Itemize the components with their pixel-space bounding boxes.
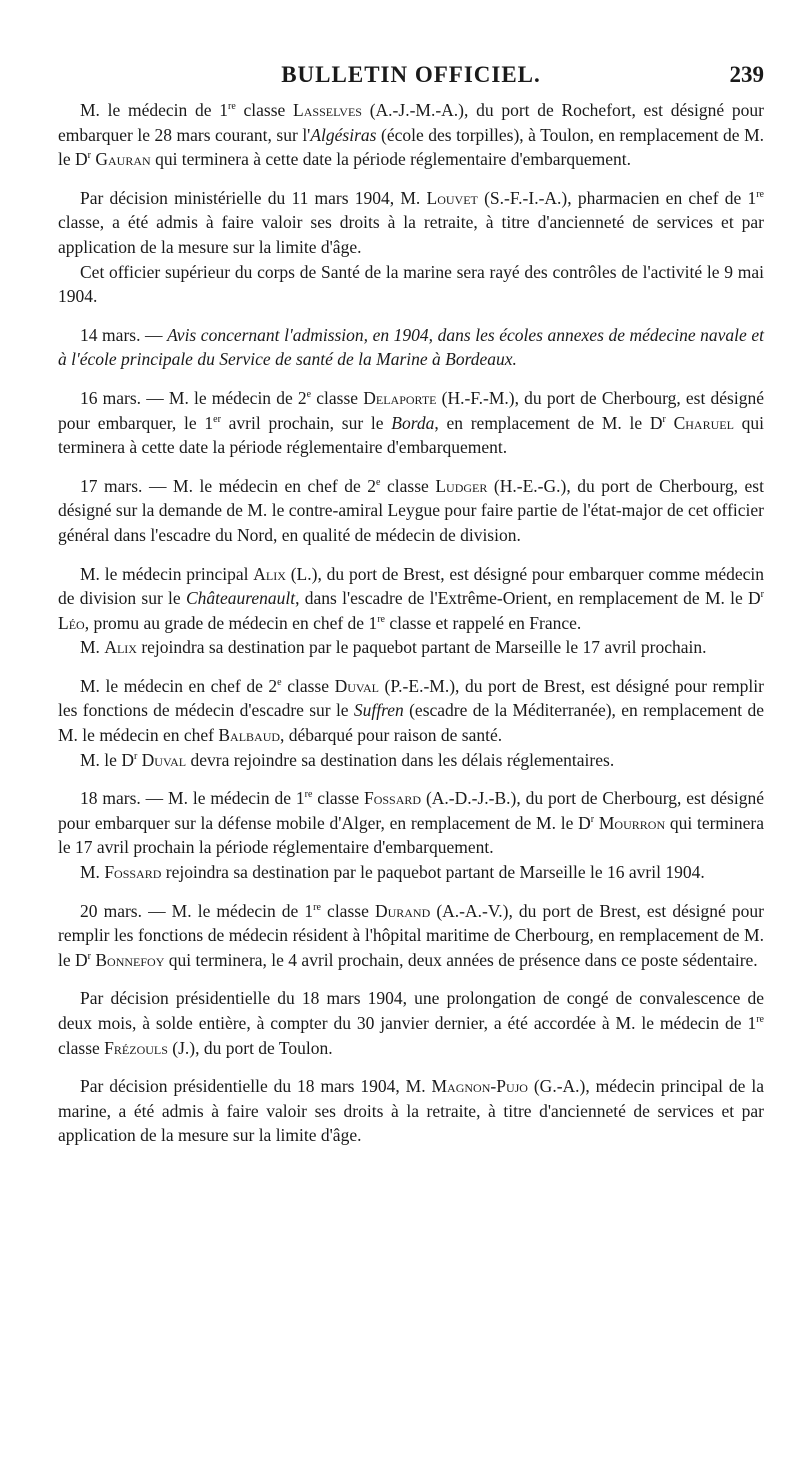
text-run: classe bbox=[312, 788, 364, 809]
text-run: M. le médecin principal bbox=[80, 563, 254, 584]
paragraph-louvet-radiation bbox=[58, 260, 764, 309]
text-run: rejoindra sa destination par le paquebot partant de Marseille le 17 avril prochain. bbox=[136, 637, 707, 658]
superscript: e bbox=[376, 476, 381, 488]
document-body bbox=[58, 98, 764, 1148]
person-name: Ludger bbox=[435, 475, 488, 496]
text-run: 17 mars. — M. le médecin en chef de 2 bbox=[80, 475, 377, 496]
text-run: (escadre de la Méditerranée), en remplacement de M. le médecin en chef bbox=[58, 700, 764, 746]
paragraph-alix-destination bbox=[58, 635, 764, 660]
paragraph-duval bbox=[58, 674, 764, 748]
italic-text: Algésiras bbox=[310, 124, 377, 145]
person-name: Delaporte bbox=[363, 387, 437, 408]
text-run: (L.), du port de Brest, est désigné pour embarquer comme médecin de division sur le bbox=[58, 563, 764, 609]
superscript: re bbox=[313, 901, 321, 913]
text-run: M. le médecin en chef de 2 bbox=[80, 675, 278, 696]
superscript: r bbox=[760, 589, 764, 601]
person-name: Balbaud bbox=[218, 725, 281, 746]
text-run: (école des torpilles), à Toulon, en remplacement de M. le D bbox=[58, 124, 765, 170]
paragraph-lasselves bbox=[58, 98, 764, 172]
text-run: classe bbox=[380, 475, 436, 496]
text-run: Par décision présidentielle du 18 mars 1904, une prolongation de congé de convalescence de deux mois, à solde entière, à compter du 30 janvier dernier, a été accordée à M. le médecin de 1 bbox=[58, 988, 764, 1033]
text-run: M. bbox=[80, 862, 105, 883]
text-run: (A.-J.-M.-A.), du port de Rochefort, est désigné pour embarquer le 28 mars courant, sur l' bbox=[58, 100, 764, 145]
paragraph-20-mars-durand bbox=[58, 899, 764, 973]
text-run: (G.-A.), médecin principal de la marine, a été admis à faire valoir ses droits à la retraite, à titre d'ancienneté de services et par application de la mesure sur la limite d'âge. bbox=[58, 1076, 764, 1146]
text-run: classe bbox=[320, 900, 375, 921]
paragraph-avis-14-mars bbox=[58, 323, 764, 372]
person-name: Léo bbox=[58, 612, 85, 633]
text-run: 14 mars. — bbox=[80, 324, 168, 345]
paragraph-alix bbox=[58, 562, 764, 636]
document-page bbox=[58, 58, 764, 1148]
superscript: e bbox=[306, 389, 312, 401]
superscript: e bbox=[277, 677, 282, 689]
superscript: er bbox=[213, 413, 221, 425]
italic-text: Châteaurenault bbox=[185, 588, 296, 609]
text-run: (H.-F.-M.), du port de Cherbourg, est désigné pour embarquer, le 1 bbox=[58, 387, 764, 433]
person-name: Frézouls bbox=[104, 1037, 168, 1058]
superscript: re bbox=[228, 101, 236, 113]
text-run: Par décision ministérielle du 11 mars 1904, M. bbox=[80, 187, 427, 208]
text-run: classe et rappelé en France. bbox=[384, 612, 582, 633]
superscript: r bbox=[662, 413, 666, 425]
person-name: Duval bbox=[141, 749, 187, 770]
text-run: 20 mars. — M. le médecin de 1 bbox=[80, 900, 314, 921]
italic-text: Avis concernant l'admission, en 1904, dans les écoles annexes de médecine navale et à l'école principale du Service de santé de la Marine à Bordeaux. bbox=[58, 324, 764, 370]
paragraph-magnon-pujo bbox=[58, 1074, 764, 1148]
text-run: (A.-D.-J.-B.), du port de Cherbourg, est désigné pour embarquer sur la défense mobile d'Alger, en remplacement de M. le D bbox=[58, 788, 764, 833]
person-name: Bonnefoy bbox=[95, 949, 165, 970]
paragraph-louvet bbox=[58, 186, 764, 260]
text-run: rejoindra sa destination par le paquebot partant de Marseille le 16 avril 1904. bbox=[161, 862, 705, 883]
text-run: qui terminera à cette date la période réglementaire d'embarquement. bbox=[58, 412, 764, 458]
paragraph-18-mars-fossard bbox=[58, 786, 764, 860]
text-run: Cet officier supérieur du corps de Santé de la marine sera rayé des contrôles de l'activité le 9 mai 1904. bbox=[58, 261, 764, 307]
person-name: Alix bbox=[104, 637, 137, 658]
text-run: (A.-A.-V.), du port de Brest, est désigné pour remplir les fonctions de médecin résident à l'hôpital maritime de Cherbourg, en remplacement de M. le D bbox=[58, 900, 764, 970]
superscript: re bbox=[304, 789, 313, 801]
paragraph-frezouls bbox=[58, 986, 764, 1060]
text-run: (J.), du port de Toulon. bbox=[167, 1037, 333, 1058]
italic-text: Suffren bbox=[353, 700, 404, 721]
person-name: Fossard bbox=[104, 862, 162, 883]
text-run: , dans l'escadre de l'Extrême-Orient, en remplacement de M. le D bbox=[295, 588, 761, 609]
superscript: re bbox=[377, 613, 385, 625]
text-run: , débarqué pour raison de santé. bbox=[280, 725, 503, 746]
text-run: (H.-E.-G.), du port de Cherbourg, est désigné sur la demande de M. le contre-amiral Leygue pour faire partie de l'état-major de cet officier général dans l'escadre du Nord, en qualité de médecin de division. bbox=[58, 475, 764, 545]
superscript: re bbox=[756, 188, 764, 200]
superscript: r bbox=[87, 150, 91, 162]
paragraph-16-mars-delaporte bbox=[58, 386, 764, 460]
person-name: Charuel bbox=[673, 412, 734, 433]
person-name: Alix bbox=[253, 563, 286, 584]
text-run: devra rejoindre sa destination dans les délais réglementaires. bbox=[186, 749, 615, 770]
person-name: Fossard bbox=[363, 788, 422, 809]
italic-text: Borda bbox=[391, 412, 435, 433]
person-name: Duval bbox=[334, 675, 379, 696]
text-run bbox=[666, 413, 674, 433]
text-run: 16 mars. — M. le médecin de 2 bbox=[80, 387, 307, 408]
person-name: Magnon-Pujo bbox=[431, 1076, 528, 1097]
person-name: Louvet bbox=[426, 187, 478, 208]
text-run: classe, a été admis à faire valoir ses droits à la retraite, à titre d'ancienneté de services et par application de la mesure sur la limite d'âge. bbox=[58, 212, 764, 257]
person-name: Mourron bbox=[598, 812, 666, 833]
text-run: M. le D bbox=[80, 749, 134, 770]
person-name: Gauran bbox=[95, 149, 151, 170]
text-run: Par décision présidentielle du 18 mars 1904, M. bbox=[80, 1076, 432, 1097]
page-number: 239 bbox=[729, 62, 764, 87]
text-run: classe bbox=[311, 387, 364, 408]
person-name: Lasselves bbox=[293, 100, 362, 120]
person-name: Durand bbox=[374, 900, 431, 921]
superscript: re bbox=[756, 1014, 764, 1026]
text-run: M. bbox=[80, 637, 105, 658]
paragraph-duval-destination bbox=[58, 748, 764, 773]
paragraph-fossard-destination bbox=[58, 860, 764, 885]
text-run: (S.-F.-I.-A.), pharmacien en chef de 1 bbox=[477, 187, 757, 208]
text-run: avril prochain, sur le bbox=[220, 412, 392, 433]
text-run: classe bbox=[281, 675, 335, 696]
text-run: qui terminera à cette date la période réglementaire d'embarquement. bbox=[150, 149, 631, 170]
text-run: M. le médecin de 1 bbox=[80, 100, 229, 120]
text-run: , promu au grade de médecin en chef de 1 bbox=[84, 612, 378, 633]
page-header bbox=[58, 58, 764, 98]
text-run: 18 mars. — M. le médecin de 1 bbox=[80, 788, 305, 809]
running-title: BULLETIN OFFICIEL. bbox=[281, 62, 541, 87]
text-run: qui terminera le 17 avril prochain la période réglementaire d'embarquement. bbox=[58, 812, 765, 858]
text-run: (P.-E.-M.), du port de Brest, est désigné pour remplir les fonctions de médecin d'escadre sur le bbox=[58, 675, 764, 721]
text-run: classe bbox=[58, 1037, 105, 1058]
superscript: r bbox=[133, 750, 138, 762]
superscript: r bbox=[590, 814, 595, 826]
text-run: qui terminera, le 4 avril prochain, deux années de présence dans ce poste sédentaire. bbox=[164, 949, 758, 970]
text-run: classe bbox=[235, 100, 294, 120]
text-run: , en remplacement de M. le D bbox=[434, 412, 663, 433]
paragraph-17-mars-ludger bbox=[58, 474, 764, 548]
superscript: r bbox=[87, 950, 91, 962]
